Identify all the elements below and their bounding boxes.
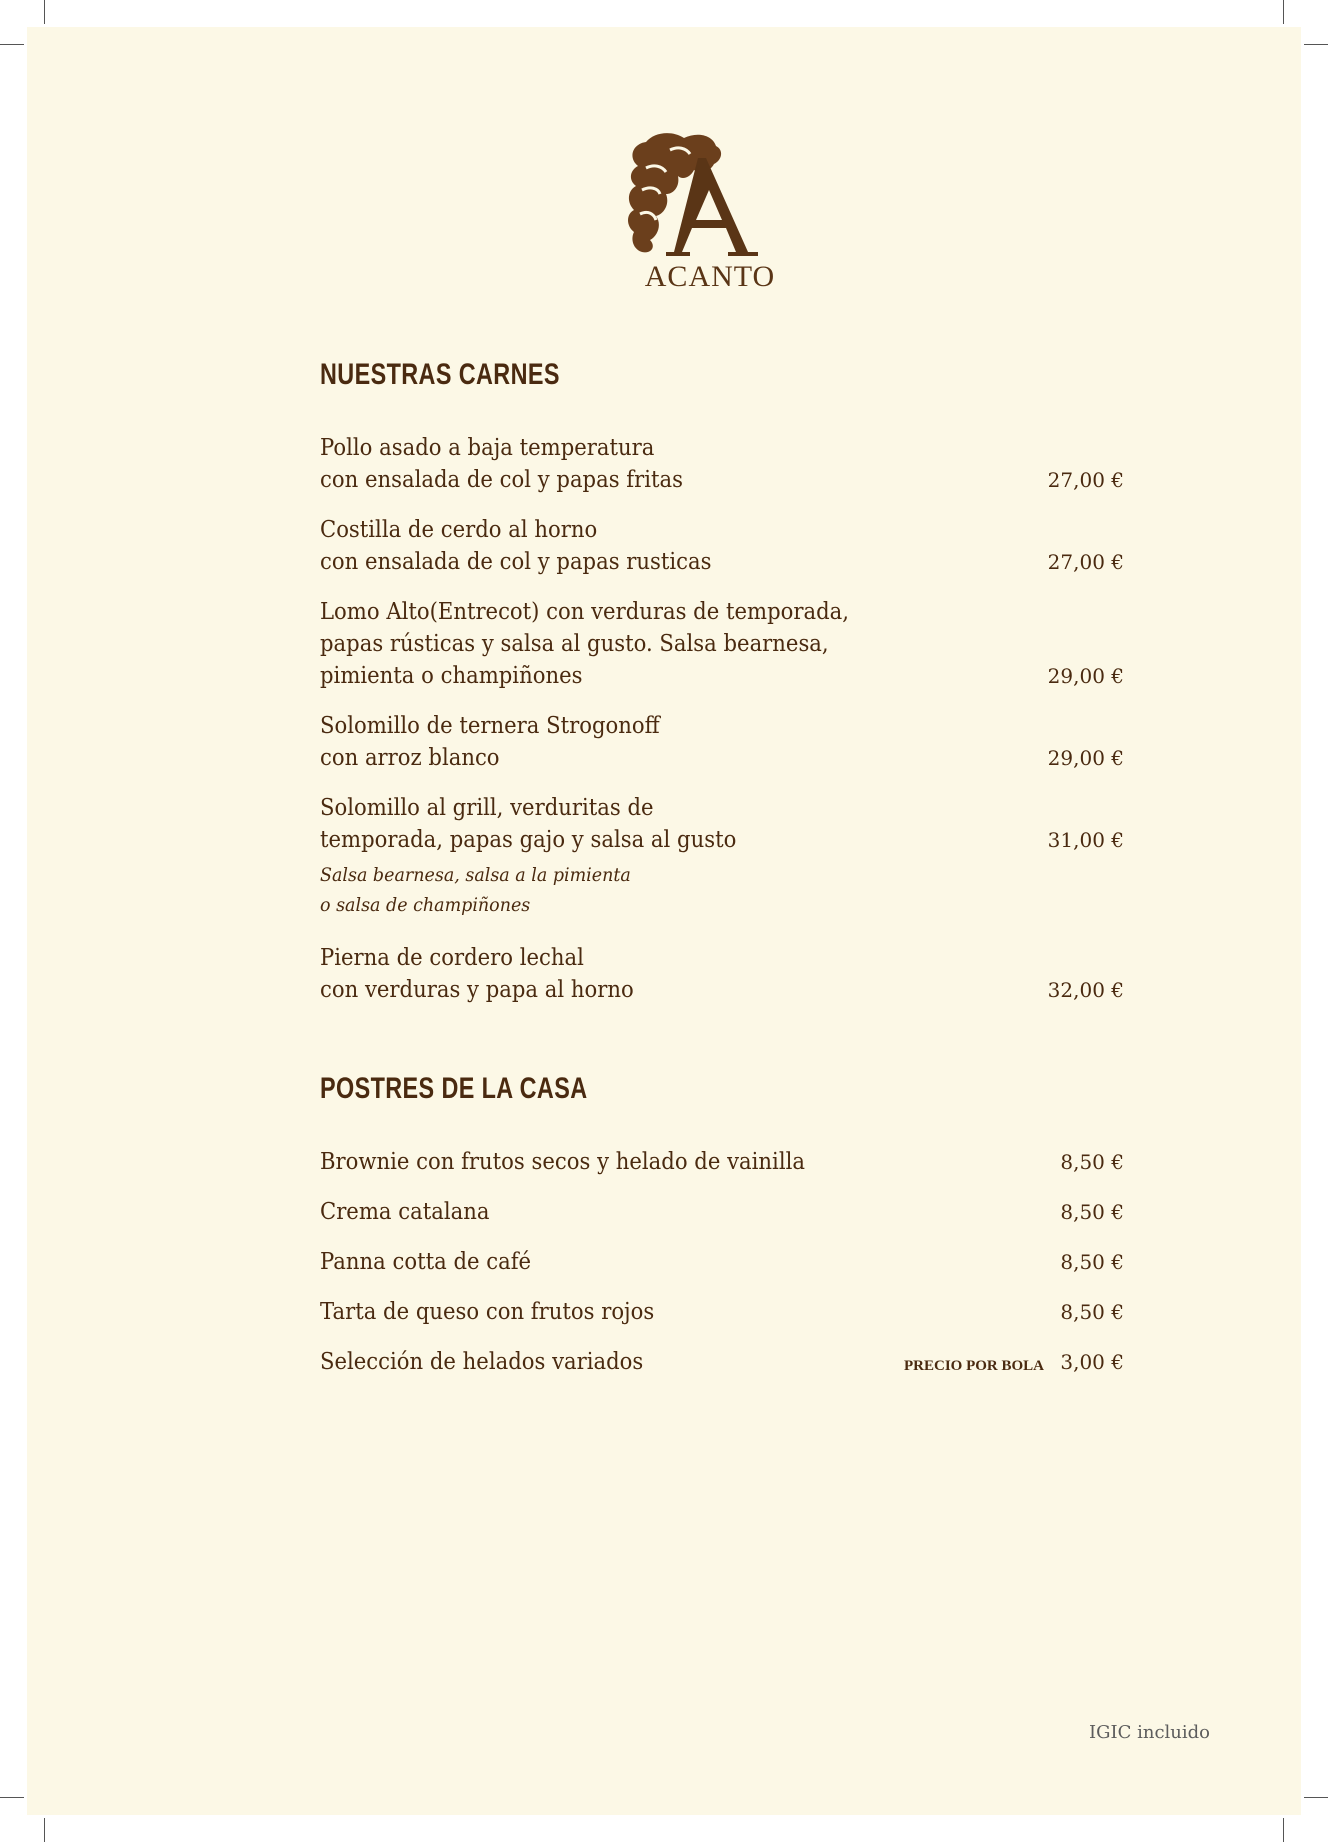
- menu-item: [320, 1146, 1124, 1178]
- item-line: Lomo Alto(Entrecot) con verduras de temporada,: [320, 599, 849, 625]
- section-desserts: [320, 1072, 1124, 1378]
- item-line: con arroz blanco: [320, 745, 500, 771]
- item-name: [320, 1146, 940, 1178]
- section-title: NUESTRAS CARNES: [320, 358, 560, 391]
- crop-mark: [1304, 1797, 1328, 1798]
- item-note-line: Salsa bearnesa, salsa a la pimienta: [320, 864, 631, 886]
- item-name: [320, 596, 940, 692]
- brand-name: ACANTO: [644, 260, 776, 293]
- menu-content: [320, 358, 1124, 1378]
- crop-mark: [0, 44, 24, 45]
- menu-item: [320, 710, 1124, 774]
- crop-mark: [1304, 44, 1328, 45]
- tax-note: IGIC incluido: [1089, 1722, 1210, 1743]
- item-line: con ensalada de col y papas rusticas: [320, 549, 712, 575]
- item-line: Brownie con frutos secos y helado de vainilla: [320, 1149, 805, 1175]
- crop-mark: [1283, 1818, 1284, 1842]
- item-line: con verduras y papa al horno: [320, 977, 634, 1003]
- item-name: [320, 710, 940, 774]
- menu-item: [320, 596, 1124, 692]
- item-price: 32,00 €: [1047, 978, 1124, 1002]
- menu-item: [320, 1246, 1124, 1278]
- item-line: Selección de helados variados: [320, 1349, 644, 1375]
- item-line: con ensalada de col y papas fritas: [320, 467, 683, 493]
- item-line: Panna cotta de café: [320, 1249, 532, 1275]
- crop-mark: [0, 1797, 24, 1798]
- menu-item: [320, 1346, 1124, 1378]
- section-meats: [320, 358, 1124, 1006]
- menu-item: [320, 432, 1124, 496]
- item-price: 8,50 €: [1060, 1200, 1124, 1224]
- item-price: 3,00 €: [1060, 1350, 1124, 1374]
- item-price: 29,00 €: [1047, 746, 1124, 770]
- item-line: papas rústicas y salsa al gusto. Salsa bearnesa,: [320, 631, 829, 657]
- item-note: [320, 860, 940, 920]
- crop-mark: [44, 1818, 45, 1842]
- item-line: Solomillo de ternera Strogonoff: [320, 713, 660, 739]
- item-price: 31,00 €: [1047, 828, 1124, 852]
- item-line: Costilla de cerdo al horno: [320, 517, 598, 543]
- item-name: [320, 1346, 940, 1378]
- item-name: [320, 1246, 940, 1278]
- item-price: 8,50 €: [1060, 1150, 1124, 1174]
- item-line: Pollo asado a baja temperatura: [320, 435, 655, 461]
- menu-item: [320, 1196, 1124, 1228]
- item-name: [320, 792, 940, 920]
- acanto-logo: [620, 128, 800, 300]
- item-line: Solomillo al grill, verduritas de: [320, 795, 654, 821]
- item-line: Tarta de queso con frutos rojos: [320, 1299, 655, 1325]
- item-name: [320, 1196, 940, 1228]
- menu-item: [320, 942, 1124, 1006]
- crop-mark: [1283, 0, 1284, 24]
- item-name: [320, 1296, 940, 1328]
- menu-item: [320, 514, 1124, 578]
- acanthus-leaf-a-icon: [620, 128, 800, 260]
- item-price: 8,50 €: [1060, 1300, 1124, 1324]
- item-line: Crema catalana: [320, 1199, 490, 1225]
- item-name: [320, 432, 940, 496]
- item-price: 8,50 €: [1060, 1250, 1124, 1274]
- item-price: 29,00 €: [1047, 664, 1124, 688]
- item-note-line: o salsa de champiñones: [320, 894, 531, 916]
- item-line: pimienta o champiñones: [320, 663, 583, 689]
- item-name: [320, 942, 940, 1006]
- item-line: Pierna de cordero lechal: [320, 945, 584, 971]
- crop-mark: [44, 0, 45, 24]
- item-name: [320, 514, 940, 578]
- item-line: temporada, papas gajo y salsa al gusto: [320, 827, 737, 853]
- item-price: 27,00 €: [1047, 468, 1124, 492]
- menu-item: [320, 1296, 1124, 1328]
- item-price: 27,00 €: [1047, 550, 1124, 574]
- menu-item: [320, 792, 1124, 920]
- price-qualifier: PRECIO POR BOLA: [903, 1358, 1044, 1374]
- section-title: POSTRES DE LA CASA: [320, 1072, 588, 1105]
